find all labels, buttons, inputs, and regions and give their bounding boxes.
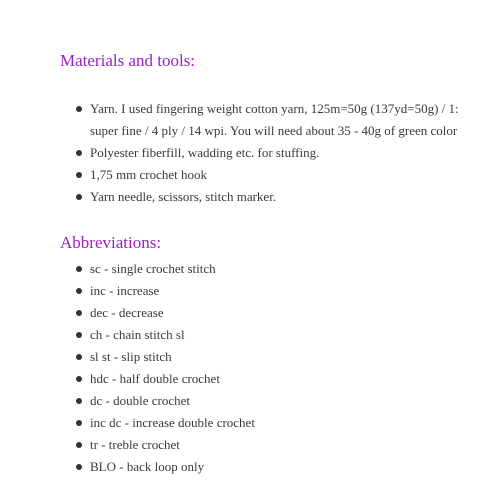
list-item-text: inc - increase <box>90 283 160 298</box>
bullet-icon <box>76 288 82 294</box>
list-item-text: hdc - half double crochet <box>90 371 220 386</box>
bullet-icon <box>76 194 82 200</box>
bullet-icon <box>76 376 82 382</box>
list-item <box>0 98 500 142</box>
bullet-icon <box>76 354 82 360</box>
bullet-icon <box>76 106 82 112</box>
list-item-text: 1,75 mm crochet hook <box>90 167 207 182</box>
list-item <box>0 368 500 390</box>
list-item <box>0 302 500 324</box>
list-item <box>0 412 500 434</box>
list-item <box>0 324 500 346</box>
bullet-icon <box>76 420 82 426</box>
list-item-text: dec - decrease <box>90 305 164 320</box>
list-item <box>0 258 500 280</box>
abbreviations-list <box>0 258 500 478</box>
bullet-icon <box>76 442 82 448</box>
bullet-icon <box>76 398 82 404</box>
list-item-text: sc - single crochet stitch <box>90 261 216 276</box>
bullet-icon <box>76 310 82 316</box>
list-item-text: inc dc - increase double crochet <box>90 415 255 430</box>
bullet-icon <box>76 266 82 272</box>
list-item <box>0 142 500 164</box>
abbreviations-heading: Abbreviations: <box>60 233 162 252</box>
list-item <box>0 186 500 208</box>
bullet-icon <box>76 464 82 470</box>
list-item <box>0 390 500 412</box>
list-item-text: BLO - back loop only <box>90 459 205 474</box>
materials-heading: Materials and tools: <box>60 51 196 70</box>
list-item <box>0 280 500 302</box>
list-item-text: dc - double crochet <box>90 393 190 408</box>
list-item-text: ch - chain stitch sl <box>90 327 185 342</box>
list-item-text: Yarn needle, scissors, stitch marker. <box>90 189 277 204</box>
list-item-text: Yarn. I used fingering weight cotton yarn, 125m=50g (137yd=50g) / 1: super fine / 4 ply / 14 wpi. You will need about 35 - 40g of green color <box>90 101 459 138</box>
list-item-text: Polyester fiberfill, wadding etc. for stuffing. <box>90 145 320 160</box>
list-item <box>0 164 500 186</box>
list-item <box>0 456 500 478</box>
materials-list <box>0 98 500 208</box>
bullet-icon <box>76 172 82 178</box>
bullet-icon <box>76 332 82 338</box>
list-item <box>0 434 500 456</box>
list-item-text: sl st - slip stitch <box>90 349 172 364</box>
list-item <box>0 346 500 368</box>
list-item-text: tr - treble crochet <box>90 437 180 452</box>
bullet-icon <box>76 150 82 156</box>
